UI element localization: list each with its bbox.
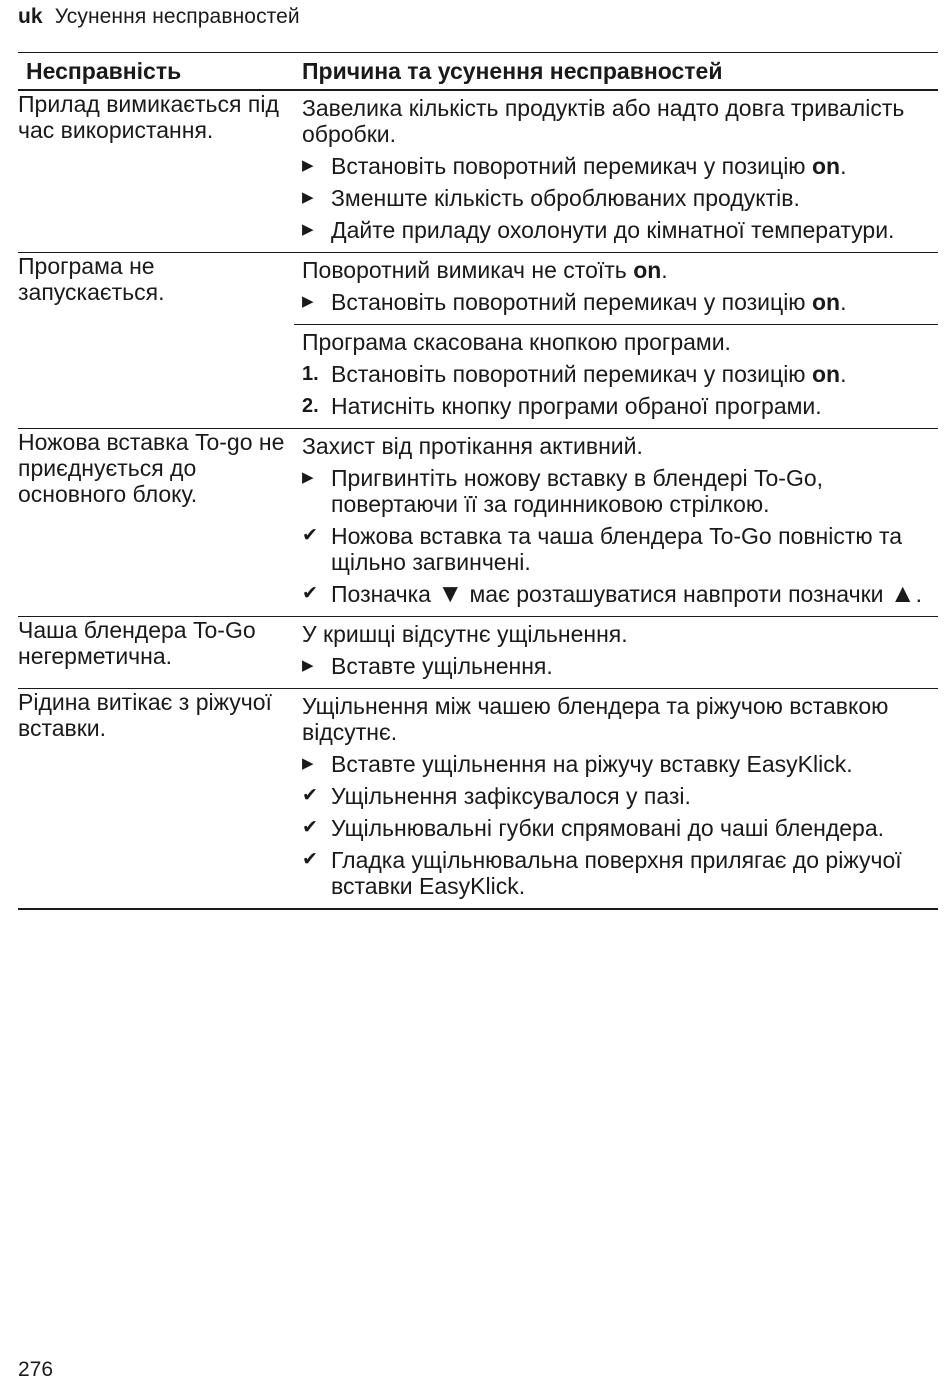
action-step: ▶ Вставте ущільнення на ріжучу вставку EasyKlick. bbox=[302, 751, 853, 777]
cause-cell bbox=[294, 429, 938, 617]
fault-cell: Програма не запускається. bbox=[18, 253, 294, 429]
cause-text: Програма скасована кнопкою програми. bbox=[302, 329, 731, 355]
cause-block bbox=[294, 429, 938, 616]
table-row bbox=[18, 689, 938, 910]
result-check: ✔ Ножова вставка та чаша блендера To-Go повністю та щільно загвинчені. bbox=[302, 523, 903, 575]
cause-text: Завелика кількість продуктів або надто довга тривалість обробки. bbox=[302, 95, 905, 147]
action-step: ▶ Встановіть поворотний перемикач у позицію on. bbox=[302, 153, 847, 179]
result-check: ✔ Позначка ▼ має розташуватися навпроти позначки ▲. bbox=[302, 578, 923, 608]
triangle-right-icon: ▶ bbox=[302, 293, 314, 310]
step-number: 1. bbox=[302, 363, 319, 385]
cause-text: У кришці відсутнє ущільнення. bbox=[302, 621, 628, 647]
triangle-up-icon: ▲ bbox=[889, 578, 916, 608]
table-row bbox=[18, 90, 938, 253]
triangle-down-icon: ▼ bbox=[437, 578, 464, 608]
result-check: ✔ Ущільнення зафіксувалося у пазі. bbox=[302, 783, 691, 809]
table-row bbox=[18, 429, 938, 617]
cause-block bbox=[294, 689, 938, 908]
column-header-fault: Несправність bbox=[18, 53, 294, 91]
cause-cell bbox=[294, 90, 938, 253]
cause-block bbox=[294, 617, 938, 688]
triangle-right-icon: ▶ bbox=[302, 221, 314, 238]
result-check: ✔ Ущільнювальні губки спрямовані до чаші блендера. bbox=[302, 815, 885, 841]
language-code: uk bbox=[18, 5, 43, 28]
table-row bbox=[18, 617, 938, 689]
page-number: 276 bbox=[18, 1358, 54, 1381]
triangle-right-icon: ▶ bbox=[302, 157, 314, 174]
fault-cell: Прилад вимикається під час використання. bbox=[18, 90, 294, 253]
column-header-cause: Причина та усунення несправностей bbox=[294, 53, 938, 91]
page-header bbox=[18, 5, 300, 29]
action-step: ▶ Зменште кількість оброблюваних продуктів. bbox=[302, 185, 800, 211]
cause-text: Поворотний вимикач не стоїть on. bbox=[302, 257, 668, 283]
action-step: ▶ Встановіть поворотний перемикач у позицію on. bbox=[302, 289, 847, 315]
triangle-right-icon: ▶ bbox=[302, 657, 314, 674]
checkmark-icon: ✔ bbox=[302, 525, 318, 546]
checkmark-icon: ✔ bbox=[302, 785, 318, 806]
numbered-step: 1. Встановіть поворотний перемикач у позицію on. bbox=[302, 361, 847, 387]
cause-cell bbox=[294, 253, 938, 429]
cause-text: Захист від протікання активний. bbox=[302, 433, 643, 459]
table-header-row bbox=[18, 53, 938, 91]
cause-cell bbox=[294, 617, 938, 689]
troubleshooting-table bbox=[18, 52, 938, 910]
triangle-right-icon: ▶ bbox=[302, 469, 314, 486]
cause-cell bbox=[294, 689, 938, 910]
action-step: ▶ Вставте ущільнення. bbox=[302, 653, 553, 679]
result-check: ✔ Гладка ущільнювальна поверхня прилягає до ріжучої вставки EasyKlick. bbox=[302, 847, 902, 899]
triangle-right-icon: ▶ bbox=[302, 189, 314, 206]
fault-cell: Чаша блендера To-Go негерметична. bbox=[18, 617, 294, 689]
cause-block bbox=[294, 253, 938, 324]
checkmark-icon: ✔ bbox=[302, 849, 318, 870]
fault-cell: Рідина витікає з ріжучої вставки. bbox=[18, 689, 294, 910]
cause-block bbox=[294, 324, 938, 428]
table-row bbox=[18, 253, 938, 429]
section-title: Усунення несправностей bbox=[54, 5, 300, 28]
triangle-right-icon: ▶ bbox=[302, 755, 314, 772]
action-step: ▶ Дайте приладу охолонути до кімнатної температури. bbox=[302, 217, 895, 243]
numbered-step: 2. Натисніть кнопку програми обраної програми. bbox=[302, 393, 822, 419]
action-step: ▶ Пригвинтіть ножову вставку в блендері To-Go, повертаючи її за годинниковою стрілкою. bbox=[302, 465, 824, 517]
fault-cell: Ножова вставка To-go не приєднується до основного блоку. bbox=[18, 429, 294, 617]
step-number: 2. bbox=[302, 395, 319, 417]
cause-block bbox=[294, 91, 938, 252]
checkmark-icon: ✔ bbox=[302, 583, 318, 604]
checkmark-icon: ✔ bbox=[302, 817, 318, 838]
cause-text: Ущільнення між чашею блендера та ріжучою вставкою відсутнє. bbox=[302, 693, 889, 745]
